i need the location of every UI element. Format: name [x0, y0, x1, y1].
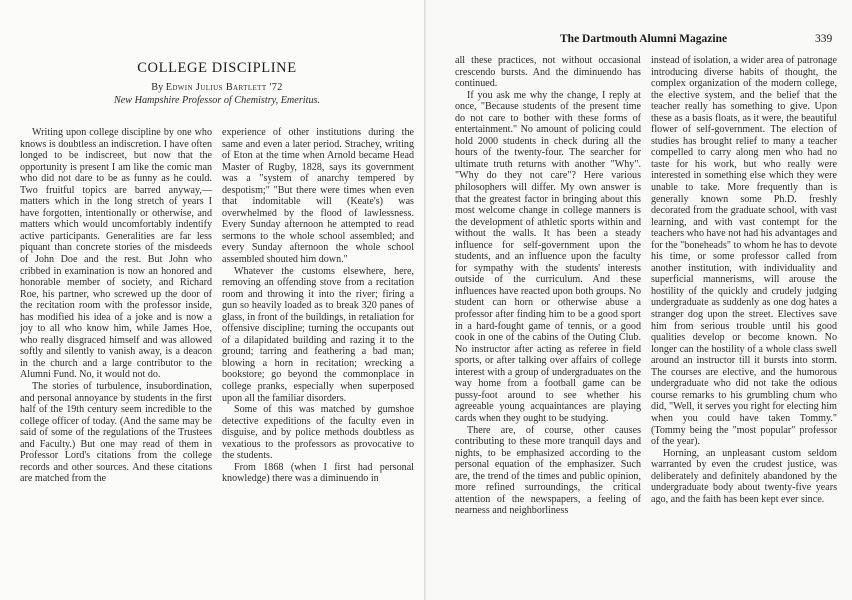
paragraph: From 1868 (when I first had personal knowledge) there was a diminuendo in — [222, 461, 414, 485]
author-name: Edwin Julius Bartlett '72 — [165, 82, 283, 93]
byline-by: By — [151, 82, 164, 93]
text-column-4 — [651, 55, 837, 597]
paragraph: The stories of turbulence, insubordination, and personal annoyance by students in the first half of the 19th century seem incredible to the college officer of today. (And the same may be said of some of the regulations of the Trustees and Faculty.) But one may read of them in Professor Lord's citations from the college records and other sources. And these citations are matched from the — [20, 381, 212, 485]
paragraph: There are, of course, other causes contributing to these more tranquil days and nights, to be emphasized according to the personal equation of the emphasizer. Such are, the trend of the times and public opinion, more refined surroundings, the critical attention of the newspapers, a feeling of nearness and neighborliness — [455, 424, 641, 517]
author-affiliation: New Hampshire Professor of Chemistry, Emeritus. — [113, 95, 321, 106]
paragraph: Whatever the customs elsewhere, here, removing an offending stove from a recitation room and throwing it into the river; firing a gun so heavily loaded as to break 320 panes of glass, in front of the buildings, in retaliation for offensive discipline; turning the occupants out of a dilapidated building and razing it to the ground; tarring and feathering a bad man; blowing a horn in recitation; wrecking a bookstore; go beyond the commonplace in college pranks, especially when superposed upon all the familiar disorders. — [222, 265, 414, 404]
article-title: COLLEGE DISCIPLINE — [137, 60, 297, 76]
paragraph: instead of isolation, a wider area of patronage introducing diverse habits of thought, the complex organization of the modern college, the elective system, and the belief that the teacher really has something to give. Upon these as a basis floats, as it were, the beautiful flower of self-government. The election of studies has brought relief to many a teacher compelled to carry along men who had no taste for his work, but who really were interested in something else which they were unable to take. More frequently than is generally known some Ph.D. freshly decorated from the graduate school, with vast learning, and with vast contempt for the teachers who have not had his advantages and for the "boneheads" to whom he has to devote his time, or some professor called from another institution, with individuality and superficial mannerisms, will arouse the hostility of the quickly and crudely judging undergraduate as suddenly as one dog hates a stranger dog upon the street. Electives save him from serious trouble until his good qualities develop or become known. No longer can the hostility of a whole class swell around an instructor till it bursts into storm. The courses are elective, and the humorous undergraduate who did not take the odious course remarks to his grumbling chum who did, "Well, it serves you right for electing him when you could have taken Tommy." (Tommy being the "most popular" professor of the year). — [651, 55, 837, 448]
paragraph: If you ask me why the change, I reply at once, "Because students of the present time do not care to bother with these forms of entertainment." No amount of policing could hold 2000 students in check during all the hours of the twenty-four. The searcher for ultimate truth returns with another "Why". "Why do they not care"? Here various philosophers will differ. My own answer is that the greatest factor in bringing about this most welcome change in college manners is the development of athletic sports within and without the walls. It has been a steady influence for self-government upon the students, and an influence upon the faculty for sympathy with the students' interests outside of the curriculum. And these influences have reacted upon both groups. No student can horn or otherwise abuse a professor after finding him to be a good sport in a hard-fought game of tennis, or a good cook in one of the cabins of the Outing Club. No instructor after acting as referee in field sports, or after talking over affairs of college interest with a group of undergraduates on the way home from a football game can be pussy-foot around to see whether his agreeable young acquaintances are playing cards when they ought to be studying. — [455, 89, 641, 424]
page-number: 339 — [815, 33, 833, 45]
paragraph: Horning, an unpleasant custom seldom warranted by even the crudest justice, was deliberately and definitely abandoned by the undergraduate body about twenty-five years ago, and the faith has been kept ever since. — [651, 447, 837, 505]
text-column-2 — [222, 127, 414, 595]
byline — [20, 82, 414, 94]
running-header: The Dartmouth Alumni Magazine — [560, 33, 728, 45]
paragraph: all these practices, not without occasional crescendo bursts. And the diminuendo has continued. — [455, 55, 641, 90]
left-page — [0, 0, 424, 600]
paragraph: experience of other institutions during the same and even a later period. Strachey, writing of Eton at the time when Arnold became Head Master of Rugby, 1828, says its government was a "system of anarchy tempered by despotism;" "But there were times when even that indomitable will (Keate's) was overwhelmed by the flood of lawlessness. Every Sunday afternoon he attempted to read sermons to the whole school assembled; and every Sunday afternoon the whole school assembled shouted him down." — [222, 127, 414, 266]
text-column-3 — [455, 55, 641, 597]
paragraph: Writing upon college discipline by one who knows is doubtless an indiscretion. I have often longed to be indiscreet, but now that the opportunity is present I am like the comic man who did not dare to be as funny as he could. Two fruitful topics are barred anyway,—matters which in the long stretch of years I have forgotten, intentionally or otherwise, and matters which would uncomfortably indentify active participants. Generalities are far less piquant than concrete stories of the misdeeds of John Doe and the rest. But John who cribbed in examination is now an honored and honorable member of society, and Richard Roe, his partner, who screwed up the door of the recitation room with the professor inside, has modified his idea of a joke and is now a joy to all who know him, while James Hoe, who really disgraced himself and was allowed softly and silently to vanish away, is a deacon in the church and a large contributor to the Alumni Fund. No, it would not do. — [20, 127, 212, 381]
text-column-1 — [20, 127, 212, 595]
paragraph: Some of this was matched by gumshoe detective expeditions of the faculty even in disguise, and by police methods doubtless as vexatious to the professors as provocative to the students. — [222, 404, 414, 462]
